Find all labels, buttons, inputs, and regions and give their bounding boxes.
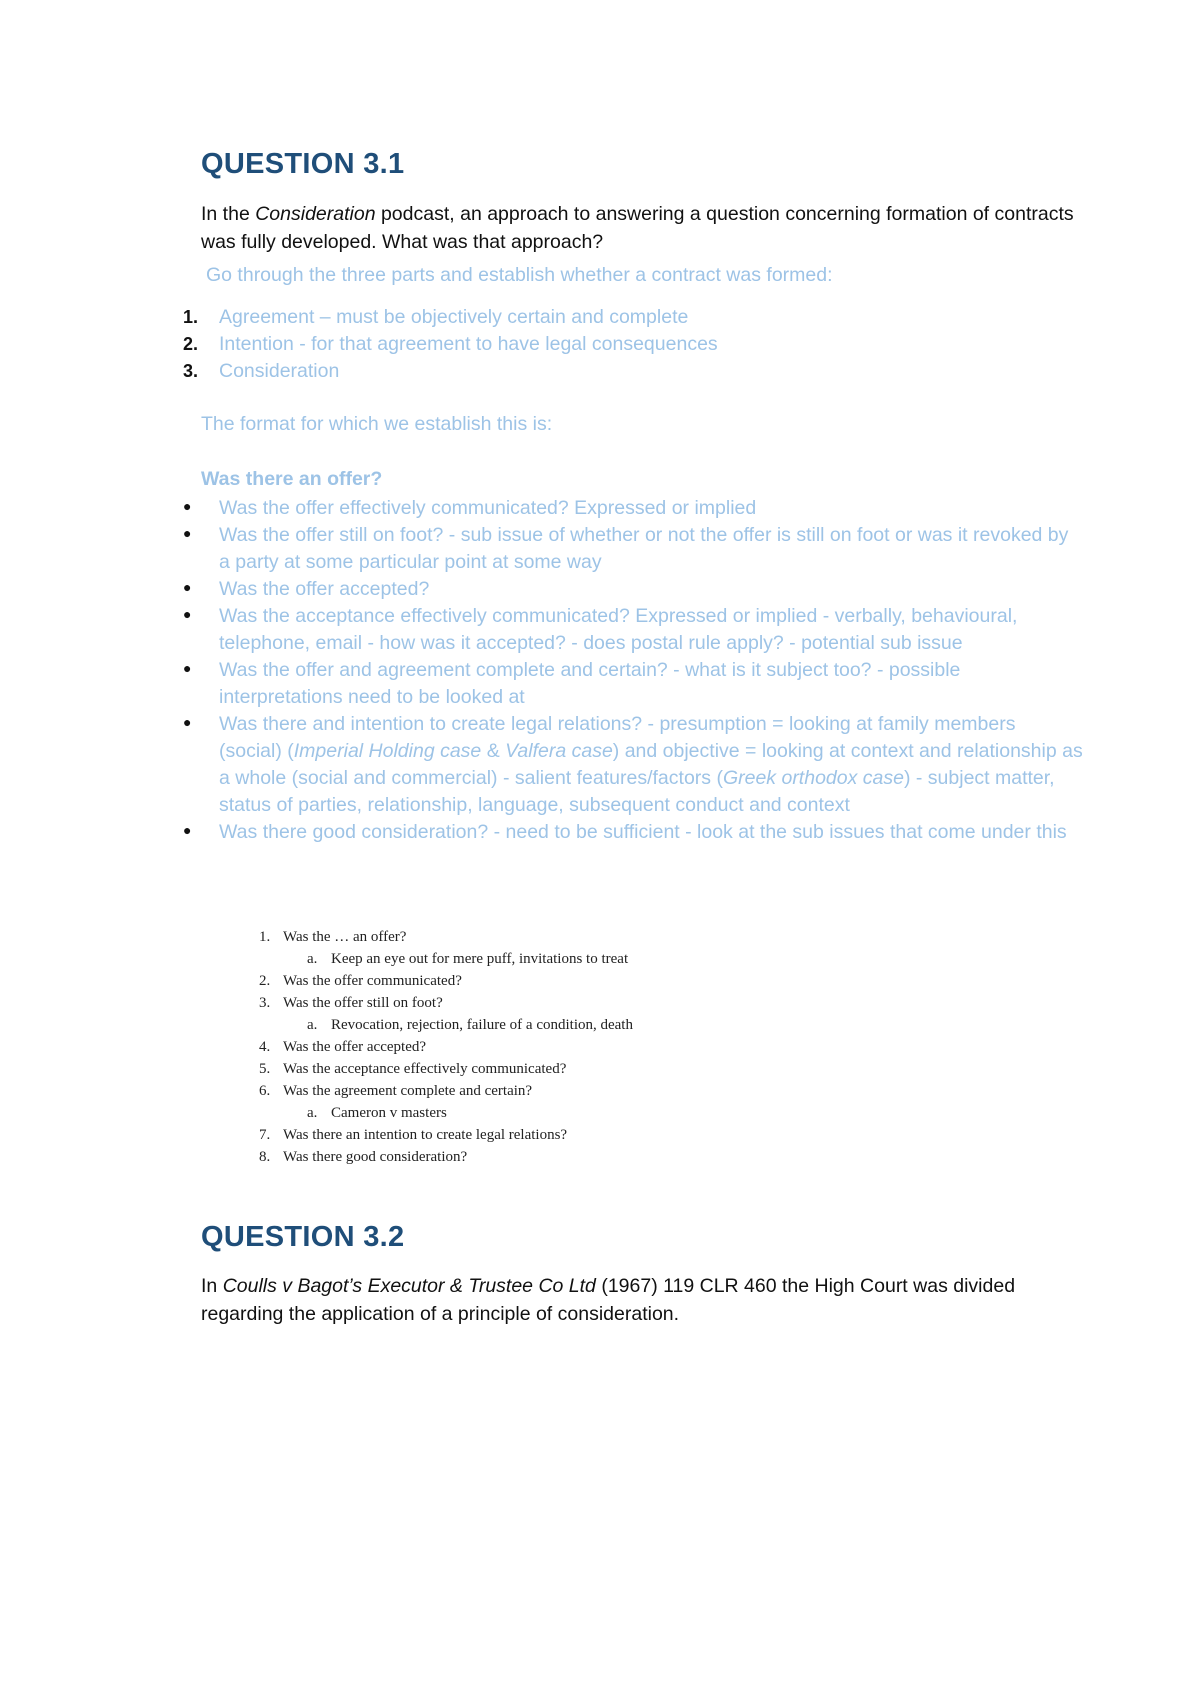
- bullet-icon: ●: [183, 714, 192, 730]
- question-text-italic: Consideration: [255, 203, 376, 225]
- checklist-row: [259, 970, 719, 992]
- list-number: 1.: [183, 307, 199, 327]
- list-text: Was the offer and agreement complete and certain? - what is it subject too? - possible interpretations need to be looked at: [219, 659, 961, 708]
- list-text: [219, 711, 1083, 819]
- checklist-number: 4.: [259, 1039, 271, 1055]
- checklist-number: 2.: [259, 973, 271, 989]
- bullet-icon: ●: [183, 525, 192, 541]
- list-item: [183, 522, 1083, 576]
- list-item: [183, 304, 718, 331]
- numbered-parts-list: [183, 304, 718, 385]
- list-item: [183, 657, 1083, 711]
- list-item: [183, 495, 1083, 522]
- checklist-text: Was there good consideration?: [283, 1149, 468, 1165]
- list-item: [183, 819, 1083, 846]
- checklist-number: 7.: [259, 1127, 271, 1143]
- checklist-number: 3.: [259, 995, 271, 1011]
- text-part: ) - subject matter, status of parties, relationship, language, subsequent conduct and context: [219, 767, 1055, 816]
- embedded-checklist-image: [259, 926, 719, 1168]
- checklist-text: Revocation, rejection, failure of a condition, death: [331, 1017, 633, 1033]
- question-text-part: In: [201, 1275, 223, 1297]
- case-name: Valfera case: [505, 740, 613, 762]
- question-3-1-heading: QUESTION 3.1: [201, 148, 405, 180]
- bullet-icon: ●: [183, 498, 192, 514]
- answer-intro: Go through the three parts and establish whether a contract was formed:: [206, 264, 833, 286]
- question-text-part: In the: [201, 203, 256, 225]
- list-text: Was the acceptance effectively communicated? Expressed or implied - verbally, behavioural, telephone, email - how was it accepted? - does postal rule apply? - potential sub issue: [219, 605, 1018, 654]
- list-text: Was there good consideration? - need to be sufficient - look at the sub issues that come under this: [219, 821, 1067, 843]
- list-text: Consideration: [219, 360, 340, 382]
- question-text-part: podcast, an approach to answering a question concerning formation of contracts was fully developed. What was that approach?: [201, 203, 1074, 253]
- question-3-2-text: [201, 1272, 1081, 1328]
- checklist-number: a.: [307, 1017, 318, 1033]
- list-number: 2.: [183, 334, 199, 354]
- list-text: Was the offer effectively communicated? Expressed or implied: [219, 497, 757, 519]
- checklist-number: 6.: [259, 1083, 271, 1099]
- list-text: Was the offer accepted?: [219, 578, 430, 600]
- text-part: Was there and intention to create legal relations? - presumption = looking at family members (social) (: [219, 713, 1016, 762]
- question-text-part: (1967) 119 CLR 460 the High Court was divided regarding the application of a principle of consideration.: [201, 1275, 1016, 1325]
- list-item: [183, 576, 1083, 603]
- checklist-row: [259, 1146, 719, 1168]
- checklist-row: [259, 1102, 719, 1124]
- checklist-row: [259, 948, 719, 970]
- text-part: &: [481, 740, 506, 762]
- checklist-number: 8.: [259, 1149, 271, 1165]
- bullet-icon: ●: [183, 606, 192, 622]
- bullet-icon: ●: [183, 660, 192, 676]
- list-item: [183, 711, 1083, 819]
- bullet-list: [183, 495, 1083, 846]
- list-number: 3.: [183, 361, 199, 381]
- checklist-row: [259, 1036, 719, 1058]
- bullet-icon: ●: [183, 579, 192, 595]
- checklist-number: a.: [307, 951, 318, 967]
- question-3-1-text: [201, 200, 1081, 256]
- offer-heading: Was there an offer?: [201, 468, 383, 490]
- checklist-row: [259, 926, 719, 948]
- checklist-row: [259, 1080, 719, 1102]
- checklist-number: 5.: [259, 1061, 271, 1077]
- checklist-text: Was there an intention to create legal relations?: [283, 1127, 568, 1143]
- case-name: Greek orthodox case: [722, 767, 904, 789]
- list-text: Intention - for that agreement to have legal consequences: [219, 333, 718, 355]
- text-part: ) and objective = looking at context and relationship as a whole (social and commercial) - salient features/factors (: [219, 740, 1083, 789]
- checklist-text: Was the offer accepted?: [283, 1039, 427, 1055]
- checklist-text: Was the acceptance effectively communicated?: [283, 1061, 567, 1077]
- checklist-text: Keep an eye out for mere puff, invitations to treat: [331, 951, 629, 967]
- list-text: Was the offer still on foot? - sub issue of whether or not the offer is still on foot or was it revoked by a party at some particular point at some way: [219, 524, 1069, 573]
- checklist-row: [259, 1058, 719, 1080]
- checklist-row: [259, 992, 719, 1014]
- checklist-text: Cameron v masters: [331, 1105, 447, 1121]
- list-item: [183, 331, 718, 358]
- checklist-text: Was the agreement complete and certain?: [283, 1083, 533, 1099]
- format-label: The format for which we establish this is:: [201, 413, 553, 435]
- checklist-number: a.: [307, 1105, 318, 1121]
- list-item: [183, 358, 718, 385]
- checklist-row: [259, 1014, 719, 1036]
- checklist-text: Was the offer still on foot?: [283, 995, 443, 1011]
- case-name: Imperial Holding case: [293, 740, 482, 762]
- question-3-2-heading: QUESTION 3.2: [201, 1221, 405, 1253]
- checklist-text: Was the offer communicated?: [283, 973, 462, 989]
- bullet-icon: ●: [183, 822, 192, 838]
- list-text: Agreement – must be objectively certain and complete: [219, 306, 689, 328]
- case-name: Coulls v Bagot’s Executor & Trustee Co Ltd: [222, 1275, 596, 1297]
- checklist-number: 1.: [259, 929, 271, 945]
- list-item: [183, 603, 1083, 657]
- checklist-text: Was the … an offer?: [283, 929, 407, 945]
- checklist-row: [259, 1124, 719, 1146]
